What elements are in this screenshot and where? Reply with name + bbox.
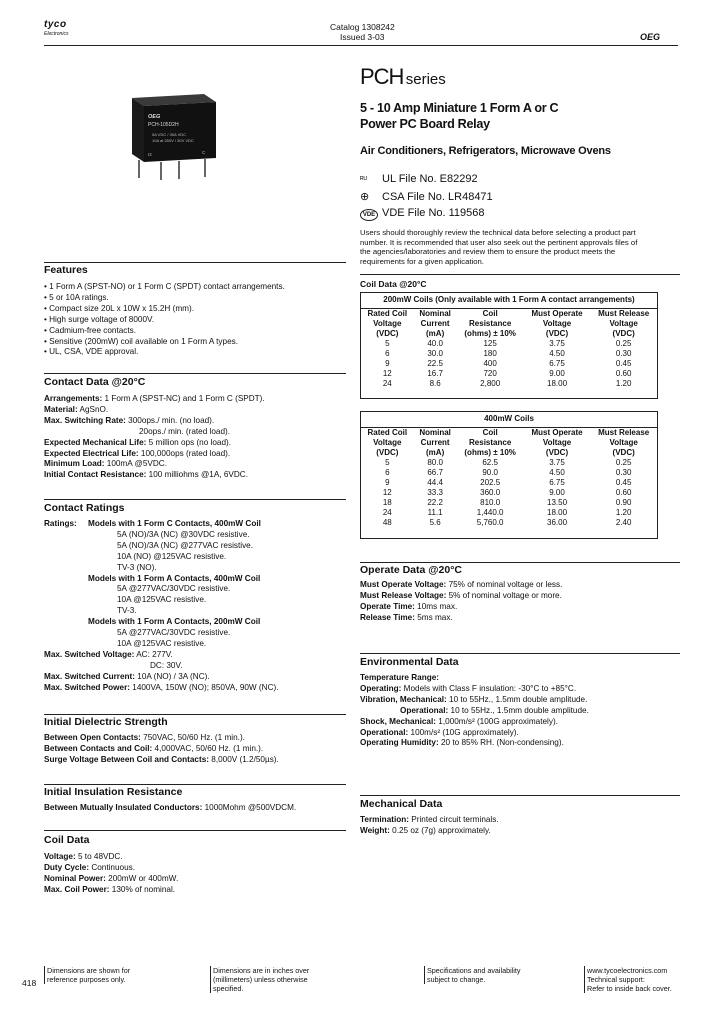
- row-value: 100 milliohms @1A, 6VDC.: [146, 470, 248, 480]
- env-row: [360, 728, 589, 739]
- contact-data-row: [44, 416, 265, 427]
- environmental-rule: [360, 653, 680, 654]
- coil-table-cell: 18.00: [547, 378, 568, 388]
- row-label: Initial Contact Resistance:: [44, 470, 147, 480]
- rating-item: 10A @125VAC resistive.: [117, 638, 207, 648]
- footer-text: Refer to inside back cover.: [587, 984, 672, 993]
- coil-table-cell: 4.50: [549, 348, 565, 358]
- brand-sub: Electronics: [44, 31, 69, 37]
- coil-data-row: [44, 885, 178, 896]
- dielectric-row: [44, 733, 279, 744]
- coil-data-row: [44, 874, 178, 885]
- operate-data-title: Operate Data @20°C: [360, 564, 462, 576]
- row-label: Operating Humidity:: [360, 738, 439, 748]
- contact-data-row: [44, 449, 265, 460]
- row-value: 10ms max.: [414, 601, 458, 611]
- coil-table-cell: 0.45: [615, 358, 632, 368]
- feature-item: • 5 or 10A ratings.: [44, 292, 109, 302]
- row-value: 1 Form A (SPST-NC) and 1 Form C (SPDT).: [102, 394, 265, 403]
- subtitle-line-1: 5 - 10 Amp Miniature 1 Form A or C: [360, 101, 559, 115]
- feature-item: • 1 Form A (SPST-NO) or 1 Form C (SPDT) contact arrangements.: [44, 282, 285, 291]
- contact-data-row: [44, 394, 265, 405]
- env-row: [360, 738, 589, 749]
- vde-icon: VDE: [360, 209, 378, 221]
- coil-table-row: [361, 488, 657, 498]
- environmental-list: [360, 673, 589, 749]
- coil-table-400mw-grid: [361, 428, 657, 528]
- catalog-number: Catalog 1308242: [330, 22, 395, 32]
- row-label: Operate Time:: [360, 601, 415, 611]
- footer-col-2: [210, 966, 309, 993]
- max-voltage-row: [44, 650, 279, 661]
- features-list: [44, 282, 285, 358]
- contact-ratings-title: Contact Ratings: [44, 502, 125, 514]
- coil-table-cell: 1.20: [615, 378, 632, 388]
- coil-tables-rule: [360, 274, 680, 275]
- coil-table-cell: 9.00: [549, 368, 565, 378]
- coil-table-cell: 30.0: [427, 348, 443, 358]
- footer-text: reference purposes only.: [47, 975, 126, 984]
- row-value: 5 million ops (no load).: [146, 437, 232, 447]
- row-label: Expected Electrical Life:: [44, 448, 139, 458]
- coil-table-cell: 400: [483, 358, 497, 368]
- row-label: Voltage:: [44, 852, 76, 861]
- coil-table-cell: 202.5: [480, 477, 501, 487]
- coil-table-cell: 720: [483, 368, 497, 378]
- env-row: [360, 684, 589, 695]
- disclaimer-line: the agencies/laboratories and review them to ensure the product meets the: [360, 247, 616, 257]
- relay-label-line4: 10A at 250V / 30V VDC: [152, 138, 194, 143]
- contact-data-row: [44, 427, 265, 438]
- row-value: 100,000ops (rated load).: [138, 448, 231, 458]
- coil-table-cell: 6.75: [549, 477, 565, 487]
- coil-table-cell: 62.5: [482, 457, 498, 467]
- insulation-title: Initial Insulation Resistance: [44, 786, 183, 798]
- feature-item: • Sensitive (200mW) coil available on 1 Form A types.: [44, 336, 238, 346]
- coil-table-cell: 13.50: [547, 497, 568, 507]
- coil-tables-title: Coil Data @20°C: [360, 279, 427, 289]
- contact-data-row: [44, 438, 265, 449]
- row-value: 130% of nominal.: [109, 884, 176, 894]
- contact-data-title: Contact Data @20°C: [44, 376, 146, 388]
- coil-table-header: [361, 309, 657, 339]
- row-value: 5 to 48VDC.: [75, 852, 123, 861]
- row-value: 10 to 55Hz., 1.5mm double amplitude.: [446, 694, 588, 704]
- max-current-row: [44, 672, 279, 683]
- coil-table-cell: 66.7: [427, 467, 443, 477]
- row-value: AC: 277V.: [134, 649, 173, 659]
- row-label: Termination:: [360, 815, 409, 824]
- row-label: Vibration, Mechanical:: [360, 694, 447, 704]
- disclaimer-line: number. It is recommended that user also seek out the pertinent approvals files of: [360, 237, 638, 247]
- row-value: Models with Class F insulation: -30°C to +85°C.: [401, 683, 577, 693]
- footer-text: (millimeters) unless otherwise: [213, 975, 308, 984]
- footer-col-4: [584, 966, 672, 993]
- footer-text: specified.: [213, 984, 244, 993]
- row-label: Between Mutually Insulated Conductors:: [44, 803, 203, 812]
- coil-table-cell: 24: [382, 378, 392, 388]
- approval-ul: [360, 171, 493, 189]
- row-value: 750VAC, 50/60 Hz. (1 min.).: [140, 733, 245, 742]
- ul-icon: ᴿᵁ: [360, 175, 368, 184]
- rating-item: 5A @277VAC/30VDC resistive.: [117, 628, 231, 638]
- coil-table-200mw-grid: [361, 309, 657, 389]
- relay-label-model: PCH-105D2H: [148, 122, 179, 128]
- relay-label-brand: OEG: [148, 114, 161, 120]
- row-label: Operational:: [360, 727, 409, 737]
- relay-label-pin-left: I2: [148, 152, 152, 157]
- row-value: 8,000V (1.2/50µs).: [209, 754, 279, 764]
- contact-data-list: [44, 394, 265, 481]
- coil-table-cell: 9: [385, 477, 390, 487]
- row-label: Temperature Range:: [360, 673, 440, 682]
- row-value: 100m/s² (10G approximately).: [408, 727, 519, 737]
- row-label: Duty Cycle:: [44, 862, 90, 872]
- operate-row: [360, 602, 562, 613]
- group-title: [44, 574, 279, 585]
- contact-data-rule: [44, 373, 346, 374]
- coil-table-cell: 360.0: [480, 487, 501, 497]
- dielectric-row: [44, 755, 279, 766]
- max-power-row: [44, 683, 279, 694]
- coil-table-row: [361, 369, 657, 379]
- col-coil-resistance: Coil Resistance (ohms) ± 10%: [464, 427, 516, 457]
- group-title: [44, 617, 279, 628]
- footer-link[interactable]: www.tycoelectronics.com: [587, 966, 668, 975]
- coil-table-cell: 0.30: [615, 467, 632, 477]
- row-label: Release Time:: [360, 612, 415, 622]
- coil-table-cell: 90.0: [482, 467, 498, 477]
- coil-table-row: [361, 508, 657, 518]
- coil-table-400mw: [360, 411, 658, 539]
- group-title: Models with 1 Form C Contacts, 400mW Coil: [88, 519, 261, 528]
- footer-text: Dimensions are in inches over: [213, 966, 310, 975]
- row-label: Must Operate Voltage:: [360, 580, 447, 589]
- row-label: Max. Switched Current:: [44, 671, 135, 681]
- coil-table-cell: 18.00: [547, 507, 568, 517]
- coil-table-cell: 9: [385, 358, 390, 368]
- row-value: 1,000m/s² (100G approximately).: [436, 716, 558, 726]
- series-title: [360, 62, 446, 91]
- approval-ul-text: UL File No. E82292: [382, 173, 478, 185]
- row-label: Material:: [44, 404, 78, 414]
- rating-item: 10A @125VAC resistive.: [117, 595, 207, 605]
- approval-vde: [360, 205, 493, 222]
- issued-date: Issued 3-03: [340, 32, 385, 42]
- mechanical-list: [360, 815, 499, 837]
- csa-icon: ⊕: [360, 190, 370, 203]
- coil-table-row: [361, 379, 657, 389]
- row-label: Minimum Load:: [44, 459, 105, 469]
- coil-table-cell: 6: [385, 467, 390, 477]
- row-value: 5% of nominal voltage or more.: [446, 590, 562, 600]
- row-label: Between Open Contacts:: [44, 733, 141, 742]
- coil-table-cell: 5: [385, 338, 390, 348]
- col-rated-voltage: Rated Coil Voltage (VDC): [367, 427, 408, 457]
- coil-table-cell: 180: [483, 348, 497, 358]
- coil-table-cell: 12: [382, 368, 392, 378]
- relay-product-image: [118, 92, 230, 182]
- operate-data-list: [360, 580, 562, 624]
- header-rule: [44, 45, 678, 46]
- mech-row: [360, 826, 499, 837]
- features-rule: [44, 262, 346, 263]
- coil-table-row: [361, 478, 657, 488]
- coil-table-cell: 0.30: [615, 348, 632, 358]
- coil-table-cell: 9.00: [549, 487, 565, 497]
- coil-table-cell: 12: [382, 487, 392, 497]
- col-nominal-current: Nominal Current (mA): [419, 308, 451, 338]
- disclaimer-line: Users should thoroughly review the technical data before selecting a product part: [360, 228, 636, 237]
- row-value: AgSnO.: [77, 404, 109, 414]
- disclaimer-line: requirements for a given application.: [360, 256, 484, 266]
- coil-table-cell: 125: [483, 338, 497, 348]
- coil-table-cell: 22.2: [427, 497, 443, 507]
- operate-data-rule: [360, 562, 680, 563]
- footer-col-1: [44, 966, 130, 984]
- footer-text: Specifications and availability: [427, 966, 521, 975]
- coil-table-header: [361, 428, 657, 458]
- footer-col-3: [424, 966, 521, 984]
- row-label: Shock, Mechanical:: [360, 716, 436, 726]
- col-nominal-current: Nominal Current (mA): [419, 427, 451, 457]
- coil-table-cell: 1.20: [615, 507, 632, 517]
- rating-item: 5A @277VAC/30VDC resistive.: [117, 584, 231, 594]
- group-title-text: Models with 1 Form A Contacts, 400mW Coil: [88, 573, 261, 583]
- contact-data-row: [44, 405, 265, 416]
- operate-row: [360, 591, 562, 602]
- row-label: Weight:: [360, 825, 390, 835]
- row-label: Expected Mechanical Life:: [44, 437, 147, 447]
- row-label: Nominal Power:: [44, 873, 106, 883]
- env-row: [360, 695, 589, 706]
- coil-data-title: Coil Data: [44, 834, 90, 846]
- coil-table-cell: 16.7: [427, 368, 443, 378]
- coil-table-cell: 8.6: [429, 378, 441, 388]
- coil-table-cell: 11.1: [427, 507, 443, 517]
- coil-table-row: [361, 349, 657, 359]
- coil-table-cell: 0.60: [615, 487, 632, 497]
- coil-table-cell: 18: [382, 497, 392, 507]
- coil-table-row: [361, 458, 657, 468]
- coil-table-cell: 48: [382, 517, 392, 527]
- row-value: 20ops./ min. (rated load).: [139, 426, 231, 436]
- coil-table-200mw-caption: 200mW Coils (Only available with 1 Form A contact arrangements): [361, 293, 657, 309]
- col-must-operate: Must Operate Voltage (VDC): [531, 427, 583, 457]
- footer-text: Dimensions are shown for: [47, 966, 131, 975]
- approval-csa-text: CSA File No. LR48471: [382, 190, 493, 203]
- approval-vde-text: VDE File No. 119568: [382, 207, 485, 219]
- relay-label-pin-right: C: [202, 150, 206, 155]
- row-label: Arrangements:: [44, 394, 103, 403]
- approval-csa: [360, 189, 493, 206]
- mechanical-rule: [360, 795, 680, 796]
- header-brand-right: OEG: [640, 32, 661, 42]
- row-value: 5ms max.: [414, 612, 453, 622]
- coil-table-400mw-caption: 400mW Coils: [361, 412, 657, 428]
- row-value: Continuous.: [89, 862, 136, 872]
- header-brand-logo: [44, 20, 90, 37]
- coil-table-cell: 6: [385, 348, 390, 358]
- rating-item: TV-3 (NO).: [117, 562, 157, 572]
- insulation-rule: [44, 784, 346, 785]
- coil-table-200mw: [360, 292, 658, 399]
- row-label: Max. Switched Power:: [44, 682, 130, 692]
- page-number: 418: [22, 978, 37, 988]
- coil-table-cell: 36.00: [547, 517, 568, 527]
- rating-item: 5A (NO)/3A (NC) @30VDC resistive.: [117, 529, 250, 539]
- contact-data-row: [44, 459, 265, 470]
- feature-item: • Cadmium-free contacts.: [44, 325, 137, 335]
- col-must-operate: Must Operate Voltage (VDC): [531, 308, 583, 338]
- coil-table-cell: 0.45: [615, 477, 632, 487]
- operate-row: [360, 613, 562, 624]
- disclaimer-text: [360, 228, 682, 266]
- row-value: 10 to 55Hz., 1.5mm double amplitude.: [448, 705, 589, 715]
- max-voltage-dc: DC: 30V.: [150, 660, 183, 670]
- row-value: 1000Mohm @500VDCM.: [202, 803, 297, 812]
- row-value: 100mA @5VDC.: [104, 459, 167, 469]
- subtitle-line-2: Power PC Board Relay: [360, 117, 490, 131]
- row-value: 1400VA, 150W (NO); 850VA, 90W (NC).: [130, 682, 279, 692]
- environmental-title: Environmental Data: [360, 656, 459, 668]
- dielectric-title: Initial Dielectric Strength: [44, 716, 168, 728]
- row-value: 300ops./ min. (no load).: [125, 415, 215, 425]
- approvals-list: [360, 171, 493, 222]
- coil-table-cell: 0.25: [615, 338, 632, 348]
- row-value: 200mW or 400mW.: [105, 873, 179, 883]
- col-rated-voltage: Rated Coil Voltage (VDC): [367, 308, 408, 338]
- mechanical-title: Mechanical Data: [360, 798, 443, 810]
- relay-label-line3: 5A VDC / 30A VDC: [152, 132, 187, 137]
- coil-table-cell: 40.0: [427, 338, 443, 348]
- coil-table-cell: 24: [382, 507, 392, 517]
- coil-table-cell: 810.0: [480, 497, 501, 507]
- features-title: Features: [44, 264, 88, 276]
- feature-item: • High surge voltage of 8000V.: [44, 314, 154, 324]
- coil-table-cell: 4.50: [549, 467, 565, 477]
- contact-data-row: [44, 470, 265, 481]
- row-label: Max. Coil Power:: [44, 884, 110, 894]
- footer-text: Technical support:: [587, 975, 645, 984]
- coil-table-cell: 44.4: [427, 477, 443, 487]
- row-value: 0.25 oz (7g) approximately.: [389, 825, 491, 835]
- contact-ratings-rule: [44, 499, 346, 500]
- series-code: PCH: [360, 64, 404, 89]
- col-coil-resistance: Coil Resistance (ohms) ± 10%: [464, 308, 516, 338]
- coil-table-cell: 0.90: [615, 497, 632, 507]
- row-value: 4,000VAC, 50/60 Hz. (1 min.).: [152, 743, 264, 753]
- dielectric-rule: [44, 714, 346, 715]
- coil-data-row: [44, 852, 178, 863]
- coil-table-cell: 0.25: [615, 457, 632, 467]
- row-label: Operational:: [400, 705, 449, 715]
- coil-table-cell: 3.75: [549, 457, 565, 467]
- coil-table-row: [361, 359, 657, 369]
- series-word: series: [405, 71, 446, 88]
- contact-ratings-list: [44, 519, 279, 694]
- row-label: Surge Voltage Between Coil and Contacts:: [44, 754, 209, 764]
- footer-text: subject to change.: [427, 975, 486, 984]
- coil-table-cell: 5,760.0: [476, 517, 504, 527]
- row-label: Operating:: [360, 683, 402, 693]
- col-must-release: Must Release Voltage (VDC): [598, 308, 650, 338]
- row-value: Printed circuit terminals.: [408, 815, 499, 824]
- coil-data-rule: [44, 830, 346, 831]
- coil-table-cell: 2.40: [615, 517, 632, 527]
- dielectric-row: [44, 744, 279, 755]
- ratings-group-1-heading: [44, 519, 279, 530]
- coil-table-cell: 80.0: [427, 457, 443, 467]
- coil-table-cell: 33.3: [427, 487, 443, 497]
- col-must-release: Must Release Voltage (VDC): [598, 427, 650, 457]
- coil-table-row: [361, 498, 657, 508]
- dielectric-list: [44, 733, 279, 766]
- row-label: Max. Switched Voltage:: [44, 649, 135, 659]
- env-row: [360, 673, 589, 684]
- row-label: Between Contacts and Coil:: [44, 743, 153, 753]
- feature-item: • Compact size 20L x 10W x 15.2H (mm).: [44, 303, 194, 313]
- coil-table-cell: 2,800: [480, 378, 501, 388]
- coil-table-row: [361, 468, 657, 478]
- ratings-label: Ratings:: [44, 519, 77, 528]
- feature-item: • UL, CSA, VDE approval.: [44, 347, 139, 357]
- coil-table-row: [361, 339, 657, 349]
- coil-table-cell: 5: [385, 457, 390, 467]
- row-value: 10A (NO) / 3A (NC).: [135, 671, 210, 681]
- env-row: [360, 717, 589, 728]
- coil-table-cell: 5.6: [429, 517, 441, 527]
- coil-table-row: [361, 518, 657, 528]
- rating-item: TV-3.: [117, 606, 137, 616]
- coil-table-cell: 1,440.0: [476, 507, 504, 517]
- insulation-row: [44, 803, 296, 814]
- insulation-list: [44, 803, 296, 814]
- mech-row: [360, 815, 499, 826]
- rating-item: 5A (NO)/3A (NC) @277VAC resistive.: [117, 540, 254, 550]
- coil-table-cell: 22.5: [427, 358, 443, 368]
- coil-table-cell: 0.60: [615, 368, 632, 378]
- coil-table-cell: 6.75: [549, 358, 565, 368]
- brand-name: tyco: [44, 19, 67, 30]
- rating-item: 10A (NO) @125VAC resistive.: [117, 551, 227, 561]
- operate-row: [360, 580, 562, 591]
- row-value: 75% of nominal voltage or less.: [446, 580, 563, 589]
- coil-data-list: [44, 852, 178, 896]
- env-row: [360, 706, 589, 717]
- coil-data-row: [44, 863, 178, 874]
- coil-table-cell: 3.75: [549, 338, 565, 348]
- applications-line: Air Conditioners, Refrigerators, Microwave Ovens: [360, 145, 611, 157]
- row-label: Must Release Voltage:: [360, 590, 447, 600]
- row-value: 20 to 85% RH. (Non-condensing).: [438, 738, 564, 748]
- row-label: Max. Switching Rate:: [44, 415, 126, 425]
- group-title-text: Models with 1 Form A Contacts, 200mW Coil: [88, 617, 261, 627]
- product-subtitle: [360, 100, 558, 132]
